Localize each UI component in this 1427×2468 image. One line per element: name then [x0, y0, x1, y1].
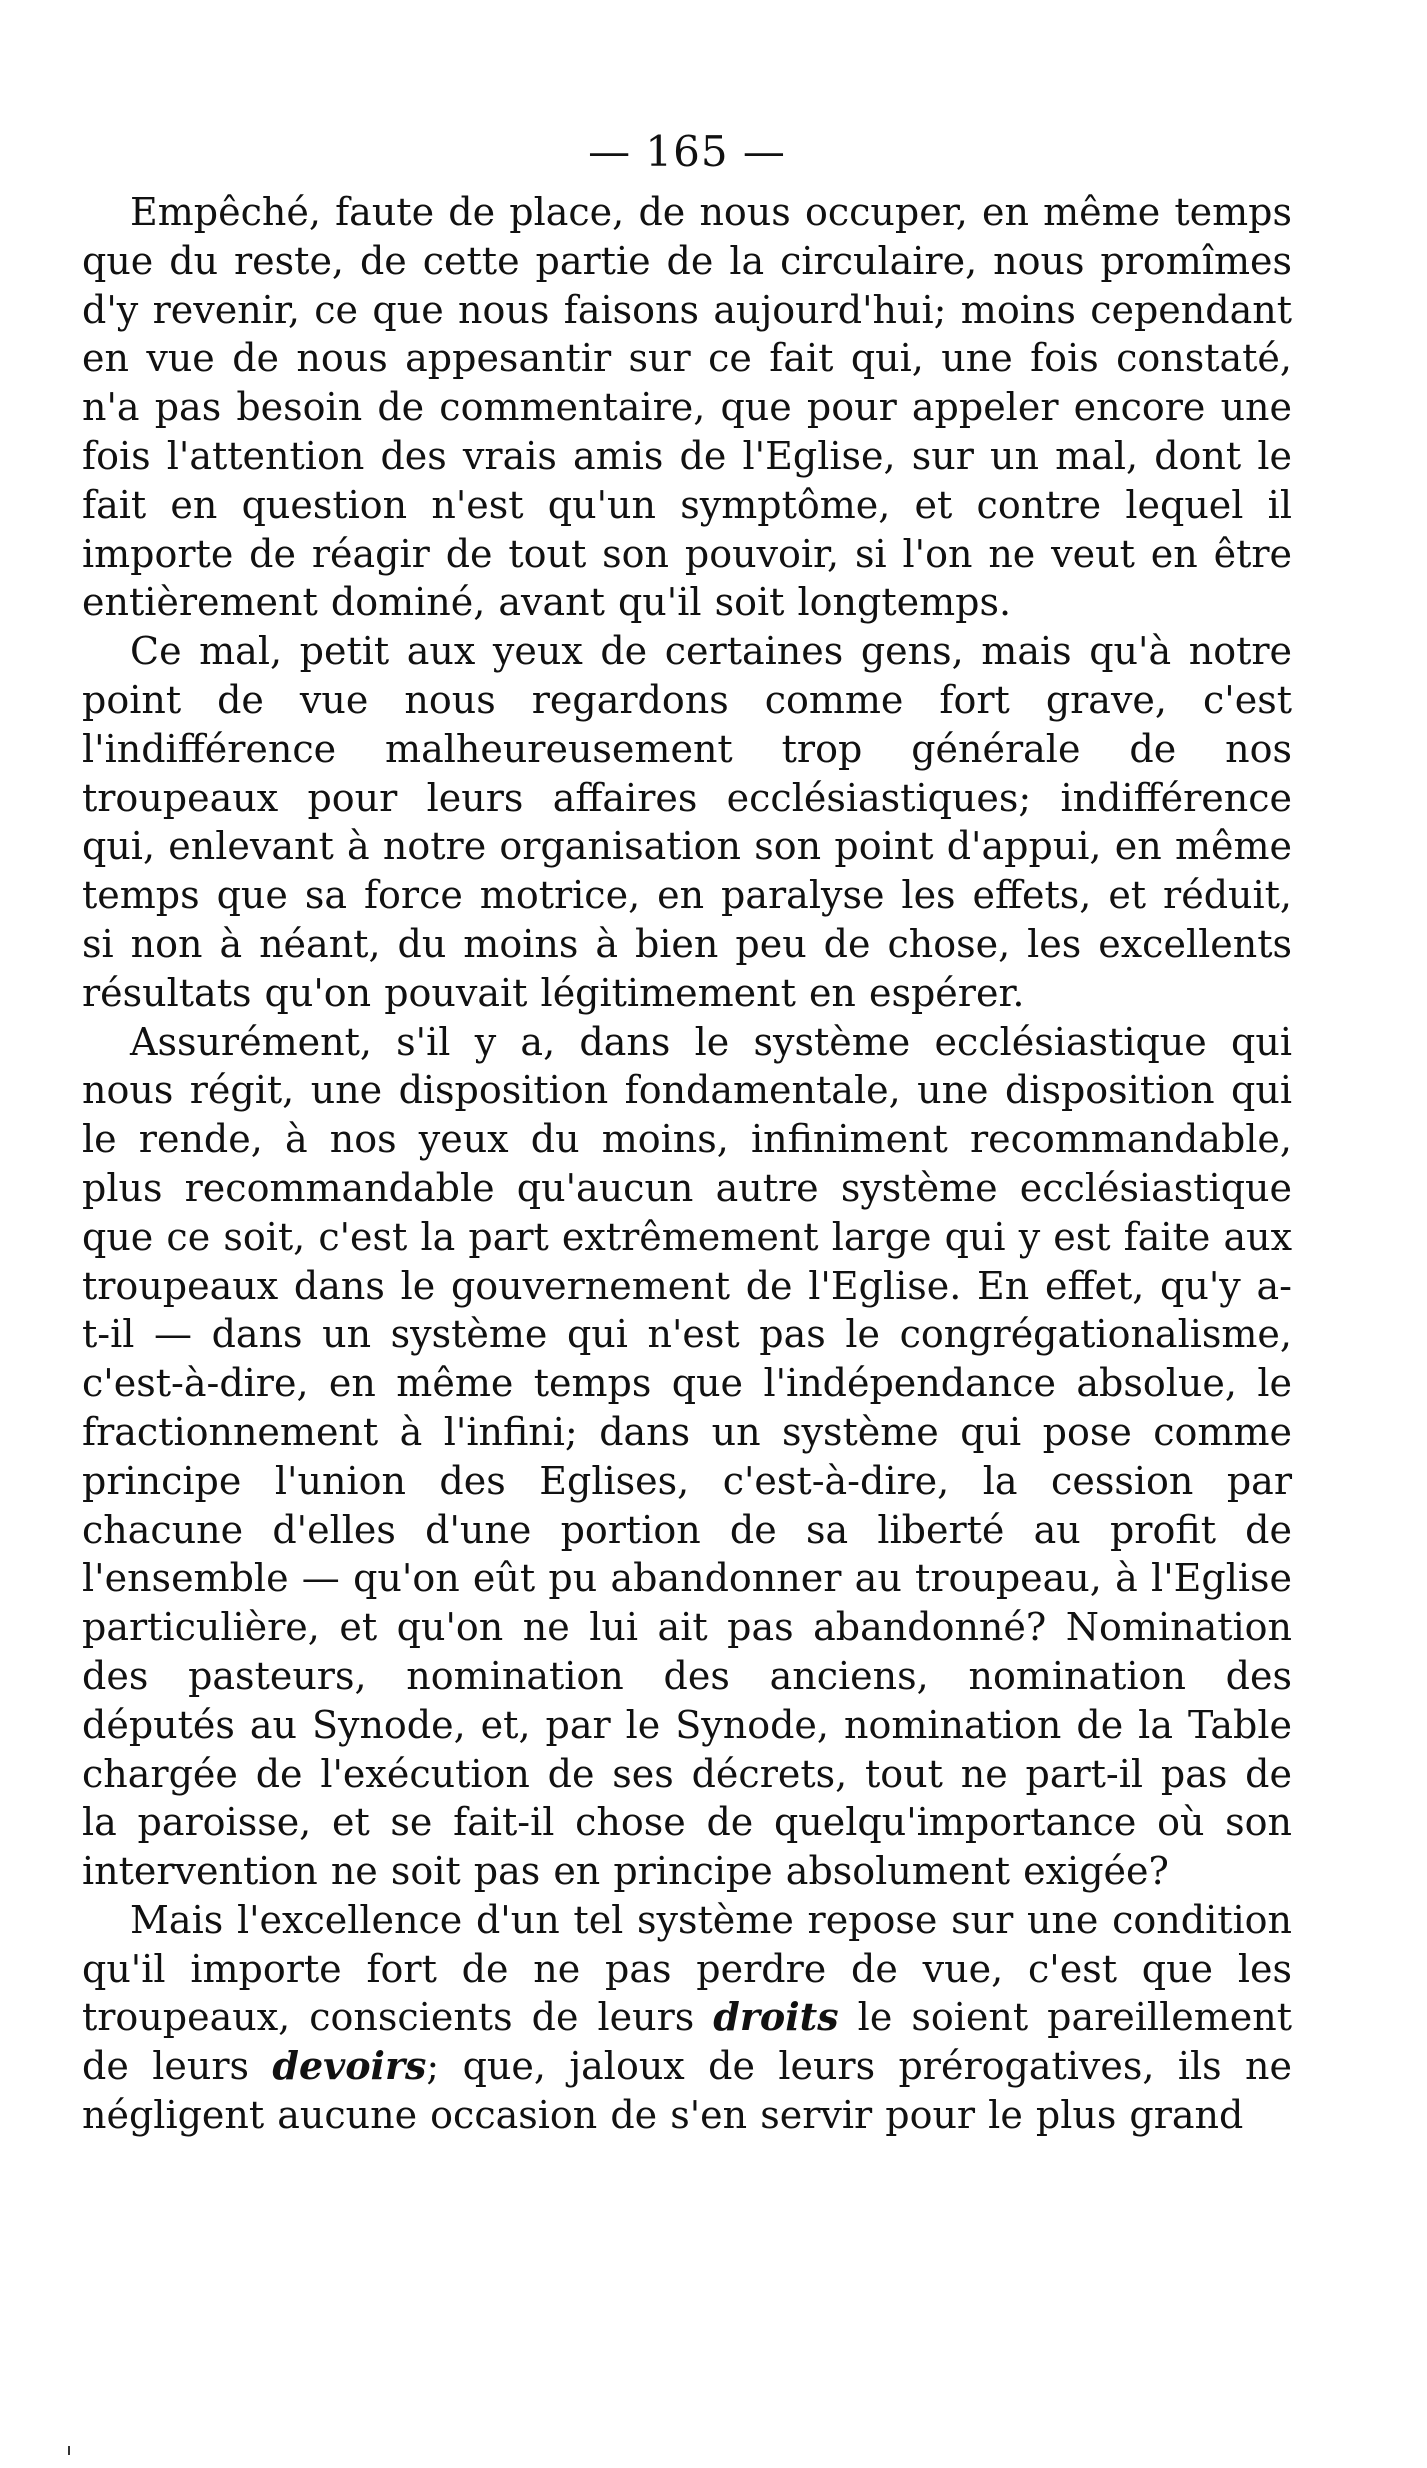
emphasis-devoirs: devoirs — [272, 2043, 427, 2089]
print-mark — [68, 2446, 70, 2455]
paragraph-2: Ce mal, petit aux yeux de certaines gens, mais qu'à notre point de vue nous regardons comme fort grave, c'est l'indifférence malheureusement trop générale de nos troupeaux pour leurs affaires ecclésiastiques; indifférence qui, enlevant à notre organisation son point d'appui, en même temps que sa force motrice, en paralyse les effets, et réduit, si non à néant, du moins à bien peu de chose, les excellents résultats qu'on pouvait légitimement en espérer. — [82, 629, 1292, 1015]
page-number-header: — 165 — — [588, 127, 786, 176]
paragraph-4 — [82, 1896, 1292, 2140]
emphasis-droits: droits — [713, 1994, 839, 2040]
paragraph-4-text-middle: le soient pareillement de leurs — [82, 1995, 1292, 2089]
paragraph-1: Empêché, faute de place, de nous occuper, en même temps que du reste, de cette partie de la circulaire, nous promîmes d'y revenir, ce que nous faisons aujourd'hui; moins cependant en vue de nous appesantir sur ce fait qui, une fois constaté, n'a pas besoin de commentaire, que pour appeler encore une fois l'attention des vrais amis de l'Eglise, sur un mal, dont le fait en question n'est qu'un symptôme, et contre lequel il importe de réagir de tout son pouvoir, si l'on ne veut en être entièrement dominé, avant qu'il soit longtemps. — [82, 190, 1292, 625]
paragraph-4-text-start: Mais l'excellence d'un tel système repose sur une condition qu'il importe fort de ne pas perdre de vue, c'est que les troupeaux, conscients de leurs — [82, 1897, 1292, 2040]
book-page — [82, 126, 1292, 2140]
paragraph-3: Assurément, s'il y a, dans le système ecclésiastique qui nous régit, une disposition fondamentale, une disposition qui le rende, à nos yeux du moins, infiniment recommandable, plus recommandable qu'aucun autre système ecclésiastique que ce soit, c'est la part extrêmement large qui y est faite aux troupeaux dans le gouvernement de l'Eglise. En effet, qu'y a-t-il — dans un système qui n'est pas le congrégationalisme, c'est-à-dire, en même temps que l'indépendance absolue, le fractionnement à l'infini; dans un système qui pose comme principe l'union des Eglises, c'est-à-dire, la cession par chacune d'elles d'une portion de sa liberté au profit de l'ensemble — qu'on eût pu abandonner au troupeau, à l'Eglise particulière, et qu'on ne lui ait pas abandonné? Nomination des pasteurs, nomination des anciens, nomination des députés au Synode, et, par le Synode, nomination de la Table chargée de l'exécution de ses décrets, tout ne part-il pas de la paroisse, et se fait-il chose de quelqu'importance où son intervention ne soit pas en principe absolument exigée? — [82, 1019, 1292, 1894]
paragraph-4-text-end: ; que, jaloux de leurs prérogatives, ils ne négligent aucune occasion de s'en servir pour le plus grand — [82, 2044, 1292, 2138]
